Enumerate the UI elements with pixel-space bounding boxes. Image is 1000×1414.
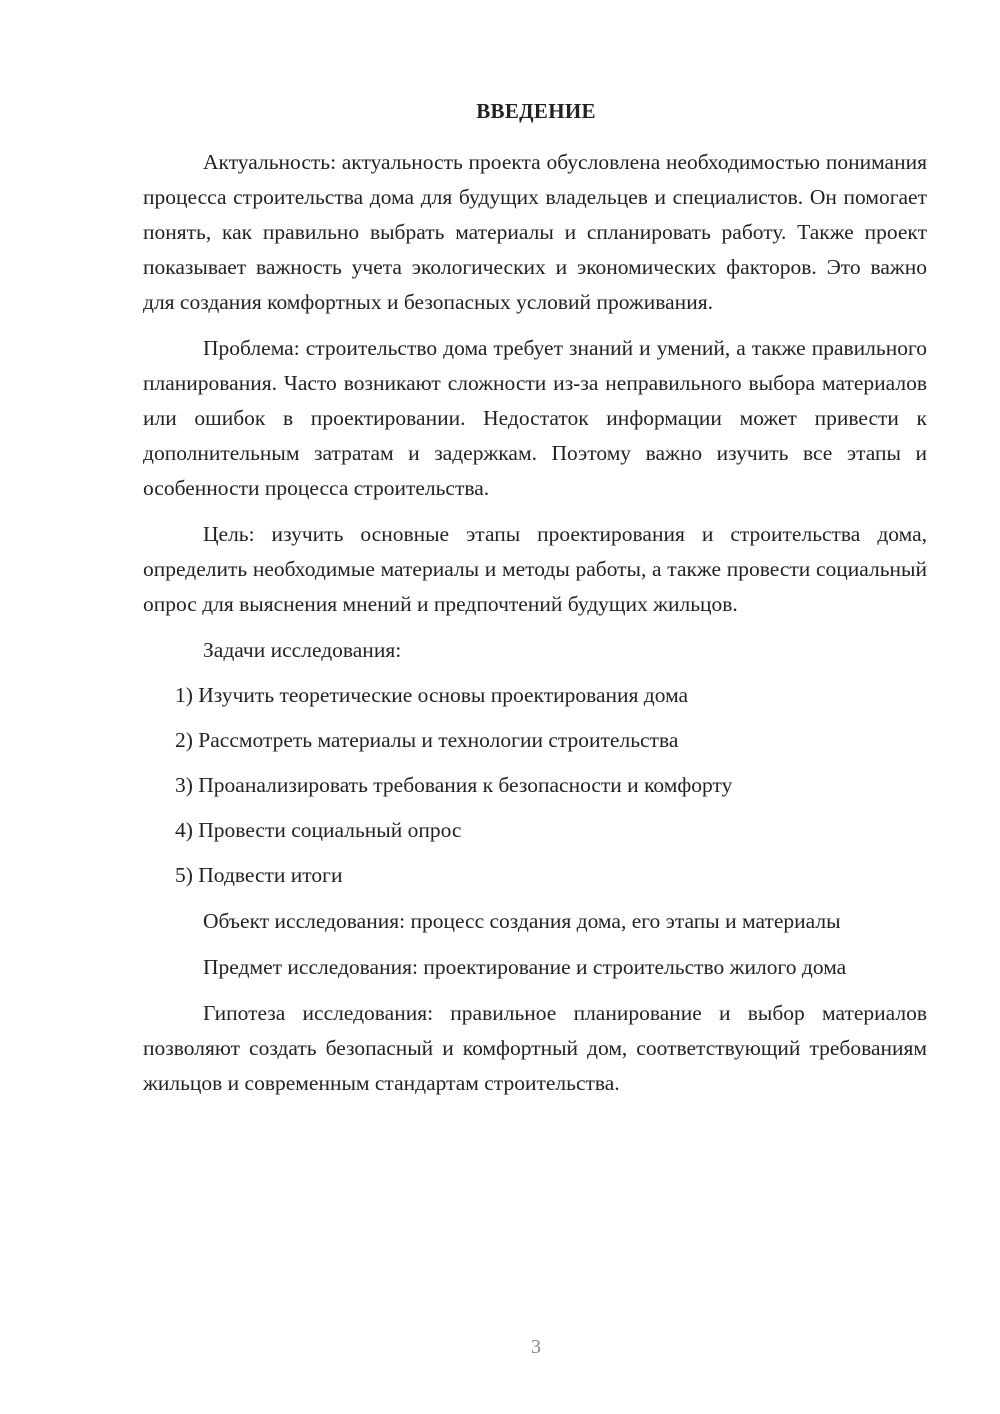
list-item: 1) Изучить теоретические основы проектирования дома — [175, 683, 689, 707]
tasks-list — [143, 678, 927, 893]
paragraph-hypothesis: Гипотеза исследования: правильное планирование и выбор материалов позволяют создать безопасный и комфортный дом, соответствующий требованиям жильцов и современным стандартам строительства. — [143, 1001, 927, 1095]
paragraph-object: Объект исследования: процесс создания дома, его этапы и материалы — [203, 909, 841, 933]
paragraph-goal: Цель: изучить основные этапы проектирования и строительства дома, определить необходимые материалы и методы работы, а также провести социальный опрос для выяснения мнений и предпочтений будущих жильцов. — [143, 522, 927, 616]
paragraph-relevance: Актуальность: актуальность проекта обусловлена необходимостью понимания процесса строительства дома для будущих владельцев и специалистов. Он помогает понять, как правильно выбрать материалы и спланировать работу. Также проект показывает важность учета экологических и экономических факторов. Это важно для создания комфортных и безопасных условий проживания. — [143, 150, 927, 314]
tasks-heading: Задачи исследования: — [203, 638, 402, 662]
list-item: 3) Проанализировать требования к безопасности и комфорту — [175, 773, 733, 797]
paragraph-problem: Проблема: строительство дома требует знаний и умений, а также правильного планирования. Часто возникают сложности из-за неправильного выбора материалов или ошибок в проектировании. Недостаток информации может привести к дополнительным затратам и задержкам. Поэтому важно изучить все этапы и особенности процесса строительства. — [143, 336, 927, 500]
list-item: 2) Рассмотреть материалы и технологии строительства — [175, 728, 679, 752]
paragraph-subject: Предмет исследования: проектирование и строительство жилого дома — [203, 955, 847, 979]
document-body — [143, 145, 927, 1112]
page-number: 3 — [531, 1336, 541, 1358]
page-title: ВВЕДЕНИЕ — [476, 99, 596, 123]
list-item: 4) Провести социальный опрос — [175, 818, 462, 842]
list-item: 5) Подвести итоги — [175, 863, 343, 887]
